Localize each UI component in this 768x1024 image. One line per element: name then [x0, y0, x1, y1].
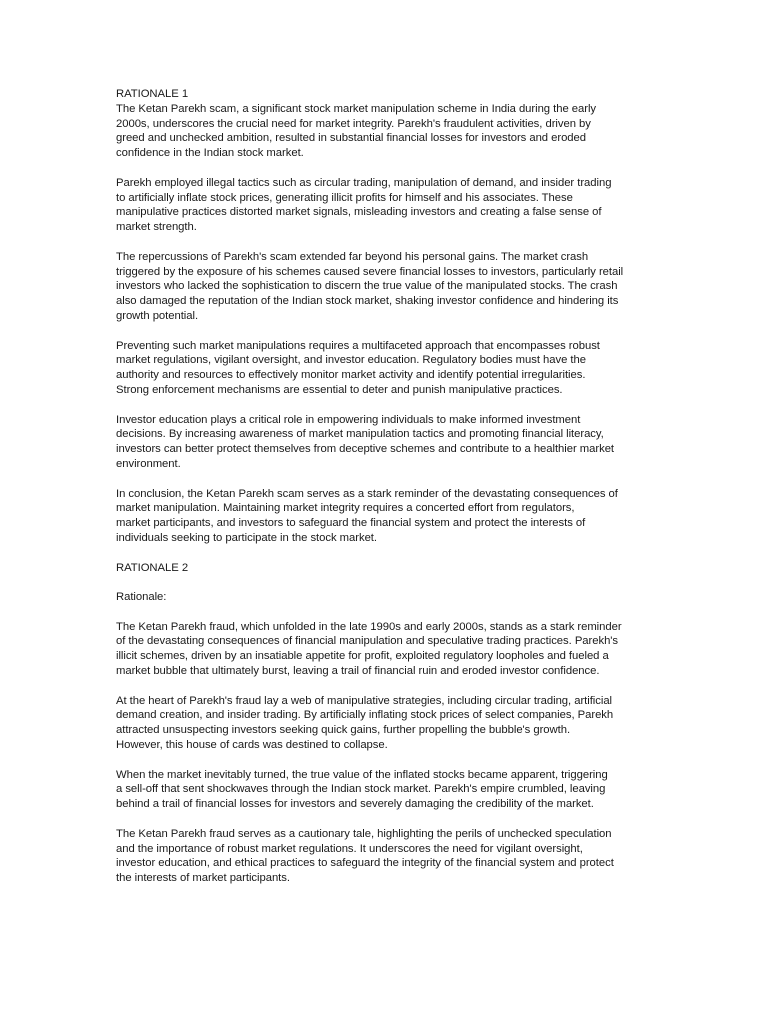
text-line: investors who lacked the sophistication to discern the true value of the manipulated stocks. The crash	[116, 280, 618, 293]
paragraph	[116, 768, 656, 812]
text-line: Investor education plays a critical role in empowering individuals to make informed investment	[116, 413, 581, 426]
text-line: market regulations, vigilant oversight, and investor education. Regulatory bodies must have the	[116, 354, 586, 367]
text-line: The Ketan Parekh fraud, which unfolded in the late 1990s and early 2000s, stands as a stark reminder	[116, 620, 622, 633]
document-body	[116, 87, 656, 901]
paragraph	[116, 694, 656, 753]
text-line: Parekh employed illegal tactics such as circular trading, manipulation of demand, and insider trading	[116, 176, 612, 189]
rationale-2-section	[116, 620, 656, 886]
text-line: investor education, and ethical practices to safeguard the integrity of the financial system and protect	[116, 857, 614, 870]
paragraph	[116, 413, 656, 472]
text-line: decisions. By increasing awareness of market manipulation tactics and promoting financial literacy,	[116, 428, 604, 441]
paragraph	[116, 176, 656, 235]
text-line: to artificially inflate stock prices, generating illicit profits for himself and his associates. These	[116, 191, 573, 204]
text-line: illicit schemes, driven by an insatiable appetite for profit, exploited regulatory loopholes and fueled a	[116, 650, 609, 663]
rationale-2-heading: RATIONALE 2	[116, 561, 189, 574]
rationale-1-section	[116, 102, 656, 546]
text-line: At the heart of Parekh's fraud lay a web of manipulative strategies, including circular trading, artificial	[116, 694, 613, 707]
text-line: 2000s, underscores the crucial need for market integrity. Parekh's fraudulent activities, driven by	[116, 117, 591, 130]
text-line: behind a trail of financial losses for investors and severely damaging the credibility of the market.	[116, 798, 594, 811]
paragraph	[116, 339, 656, 398]
text-line: investors can better protect themselves from deceptive schemes and contribute to a healthier market	[116, 443, 615, 456]
text-line: greed and unchecked ambition, resulted in substantial financial losses for investors and eroded	[116, 132, 587, 145]
text-line: The repercussions of Parekh's scam extended far beyond his personal gains. The market crash	[116, 250, 589, 263]
paragraph	[116, 487, 656, 546]
text-line: However, this house of cards was destined to collapse.	[116, 739, 388, 752]
text-line: environment.	[116, 457, 181, 470]
text-line: The Ketan Parekh scam, a significant stock market manipulation scheme in India during the early	[116, 102, 597, 115]
text-line: a sell-off that sent shockwaves through the Indian stock market. Parekh's empire crumbled, leaving	[116, 783, 606, 796]
text-line: In conclusion, the Ketan Parekh scam serves as a stark reminder of the devastating consequences of	[116, 487, 618, 500]
text-line: authority and resources to effectively monitor market activity and identify potential irregularities.	[116, 369, 586, 382]
text-line: Preventing such market manipulations requires a multifaceted approach that encompasses robust	[116, 339, 600, 352]
rationale-2-subheading: Rationale:	[116, 591, 167, 604]
paragraph	[116, 250, 656, 324]
text-line: manipulative practices distorted market signals, misleading investors and creating a false sense of	[116, 206, 602, 219]
text-line: of the devastating consequences of financial manipulation and speculative trading practices. Parekh's	[116, 635, 619, 648]
text-line: Strong enforcement mechanisms are essential to deter and punish manipulative practices.	[116, 383, 563, 396]
text-line: The Ketan Parekh fraud serves as a cautionary tale, highlighting the perils of unchecked speculation	[116, 827, 612, 840]
text-line: market participants, and investors to safeguard the financial system and protect the interests of	[116, 517, 586, 530]
text-line: the interests of market participants.	[116, 872, 290, 885]
paragraph	[116, 620, 656, 679]
text-line: demand creation, and insider trading. By artificially inflating stock prices of select companies, Parekh	[116, 709, 614, 722]
text-line: and the importance of robust market regulations. It underscores the need for vigilant oversight,	[116, 842, 583, 855]
text-line: confidence in the Indian stock market.	[116, 147, 304, 160]
paragraph	[116, 102, 656, 161]
text-line: individuals seeking to participate in the stock market.	[116, 531, 377, 544]
text-line: When the market inevitably turned, the true value of the inflated stocks became apparent, triggering	[116, 768, 608, 781]
paragraph	[116, 827, 656, 886]
text-line: growth potential.	[116, 309, 199, 322]
text-line: market strength.	[116, 221, 197, 234]
text-line: attracted unsuspecting investors seeking quick gains, further propelling the bubble's growth.	[116, 724, 571, 737]
text-line: triggered by the exposure of his schemes caused severe financial losses to investors, particularly retail	[116, 265, 624, 278]
text-line: market bubble that ultimately burst, leaving a trail of financial ruin and eroded investor confidence.	[116, 665, 600, 678]
text-line: also damaged the reputation of the Indian stock market, shaking investor confidence and hindering its	[116, 295, 619, 308]
rationale-1-heading: RATIONALE 1	[116, 88, 189, 100]
text-line: market manipulation. Maintaining market integrity requires a concerted effort from regulators,	[116, 502, 575, 515]
